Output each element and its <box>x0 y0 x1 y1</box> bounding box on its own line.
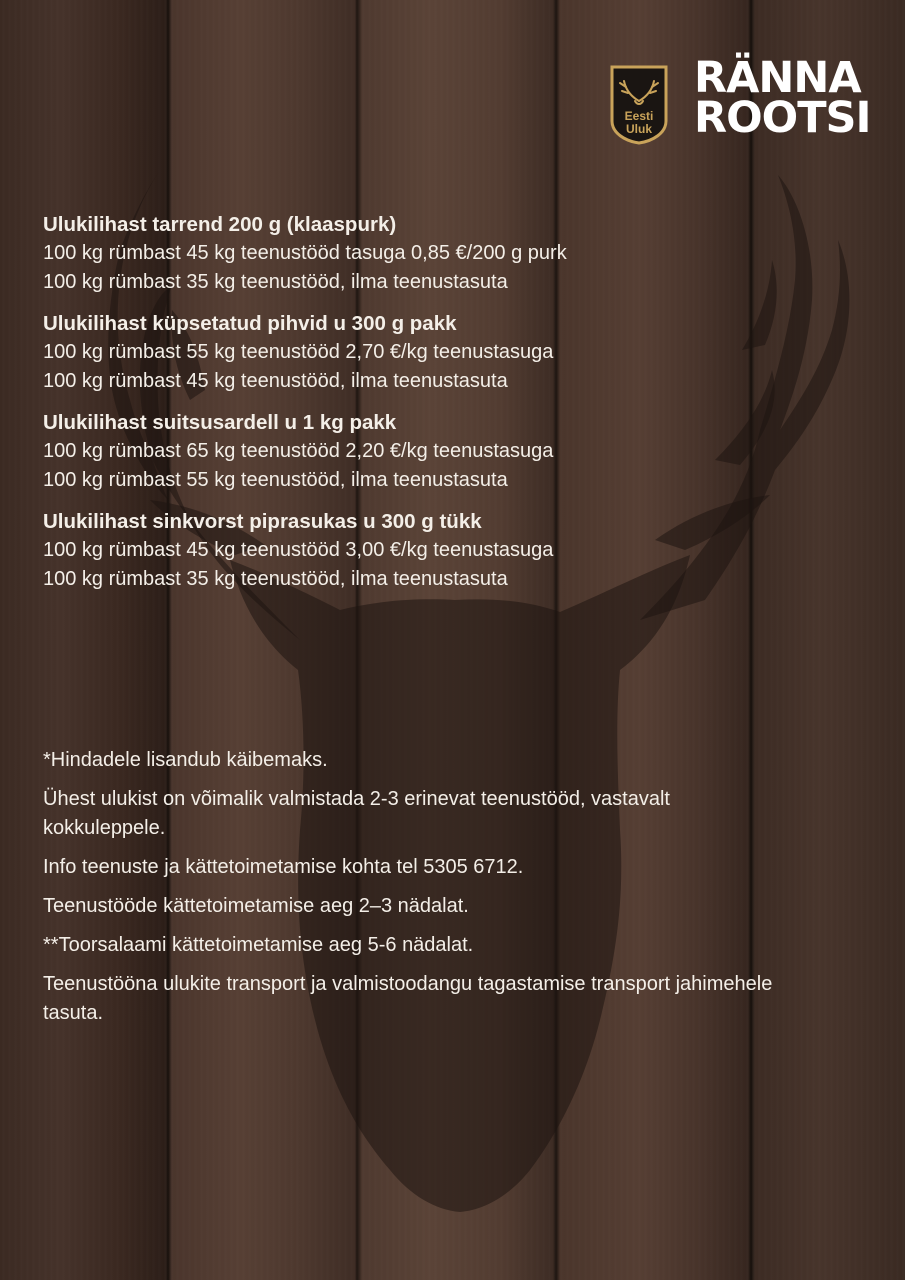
svg-text:Uluk: Uluk <box>625 122 653 136</box>
eesti-uluk-logo <box>608 63 670 145</box>
product-line: 100 kg rümbast 55 kg teenustööd, ilma teenustasuta <box>43 469 508 491</box>
brand-line-2: ROOTSI <box>694 93 871 143</box>
note-service-options: Ühest ulukist on võimalik valmistada 2-3 erinevat teenustööd, vastavalt kokkuleppele. <box>43 788 670 839</box>
product-item <box>43 309 863 396</box>
svg-text:Eesti: Eesti <box>624 109 654 123</box>
notes-section <box>43 746 863 1038</box>
note-contact: Info teenuste ja kättetoimetamise kohta tel 5305 6712. <box>43 856 524 878</box>
product-title: Ulukilihast suitsusardell u 1 kg pakk <box>43 411 397 434</box>
note-delivery-time: Teenustööde kättetoimetamise aeg 2–3 nädalat. <box>43 895 469 917</box>
product-line: 100 kg rümbast 35 kg teenustööd, ilma teenustasuta <box>43 271 508 293</box>
product-title: Ulukilihast küpsetatud pihvid u 300 g pakk <box>43 312 457 335</box>
product-title: Ulukilihast tarrend 200 g (klaaspurk) <box>43 213 397 236</box>
product-list <box>43 210 863 606</box>
product-item <box>43 408 863 495</box>
note-transport: Teenustööna ulukite transport ja valmistoodangu tagastamise transport jahimehele tasuta. <box>43 973 773 1024</box>
note-vat: *Hindadele lisandub käibemaks. <box>43 749 328 771</box>
product-line: 100 kg rümbast 35 kg teenustööd, ilma teenustasuta <box>43 568 508 590</box>
ranna-rootsi-logo <box>694 53 871 143</box>
product-line: 100 kg rümbast 45 kg teenustööd tasuga 0,85 €/200 g purk <box>43 242 567 264</box>
product-line: 100 kg rümbast 45 kg teenustööd 3,00 €/kg teenustasuga <box>43 539 554 561</box>
note-salami-delivery: **Toorsalaami kättetoimetamise aeg 5-6 nädalat. <box>43 934 474 956</box>
product-line: 100 kg rümbast 65 kg teenustööd 2,20 €/kg teenustasuga <box>43 440 554 462</box>
product-title: Ulukilihast sinkvorst piprasukas u 300 g tükk <box>43 510 482 533</box>
product-item <box>43 210 863 297</box>
product-line: 100 kg rümbast 55 kg teenustööd 2,70 €/kg teenustasuga <box>43 341 554 363</box>
brand-line-1: RÄNNA <box>694 53 861 103</box>
product-item <box>43 507 863 594</box>
product-line: 100 kg rümbast 45 kg teenustööd, ilma teenustasuta <box>43 370 508 392</box>
